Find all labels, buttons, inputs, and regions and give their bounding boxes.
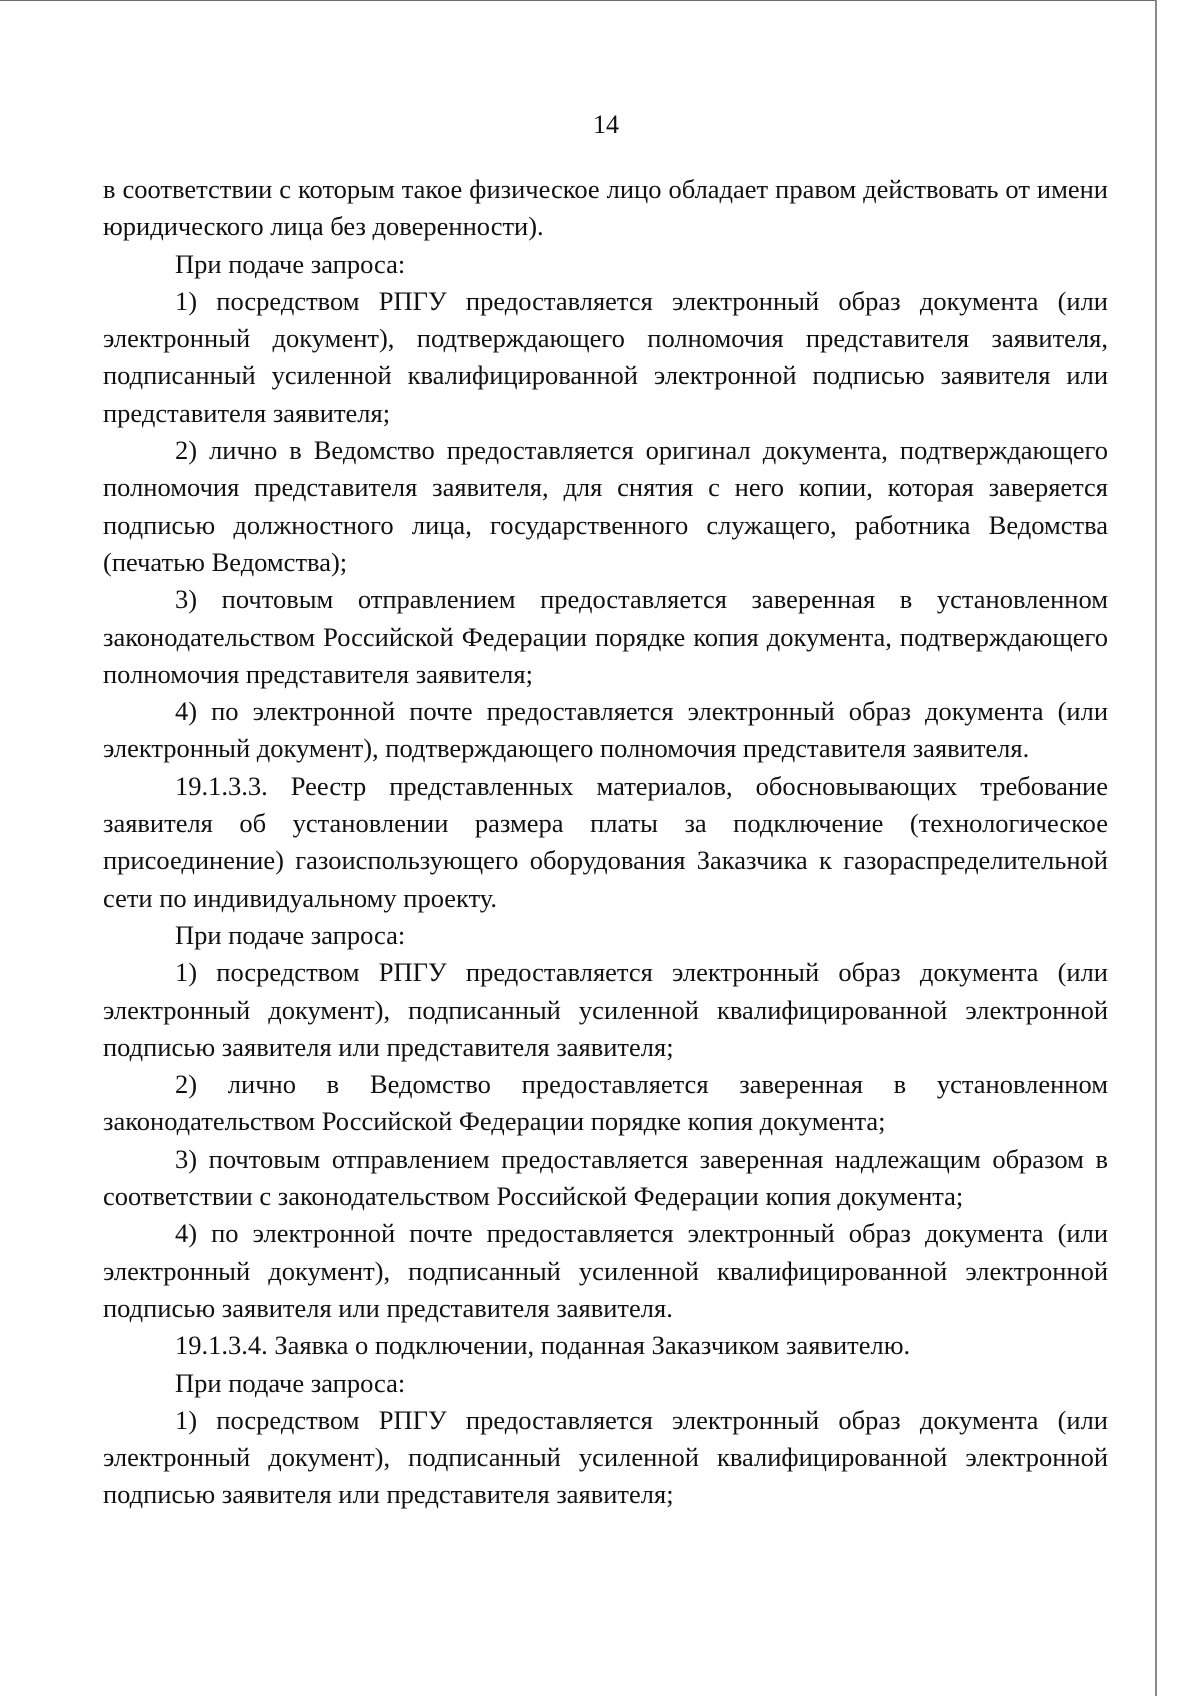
paragraph-list-item: 3) почтовым отправлением предоставляется заверенная в установленном законодательством Российской Федерации порядке копия документа, подтверждающего полномочия представителя заявителя;: [103, 584, 1108, 689]
paragraph-section-19-1-3-4: 19.1.3.4. Заявка о подключении, поданная Заказчиком заявителю.: [175, 1330, 911, 1361]
paragraph-list-item: 3) почтовым отправлением предоставляется заверенная надлежащим образом в соответствии с законодательством Российской Федерации копия документа;: [103, 1143, 1108, 1212]
paragraph-section-19-1-3-3: 19.1.3.3. Реестр представленных материалов, обосновывающих требование заявителя об установлении размера платы за подключение (технологическое присоединение) газоиспользующего оборудования Заказчика к газораспределительной сети по индивидуальному проекту.: [103, 770, 1108, 913]
scan-edge-top: [0, 0, 1156, 1]
paragraph-request-heading: При подаче запроса:: [175, 919, 406, 950]
page-number: 14: [593, 110, 619, 139]
paragraph-list-item: 4) по электронной почте предоставляется электронный образ документа (или электронный документ), подписанный усиленной квалифицированной электронной подписью заявителя или представителя заявителя.: [103, 1218, 1108, 1323]
paragraph-list-item: 4) по электронной почте предоставляется электронный образ документа (или электронный документ), подтверждающего полномочия представителя заявителя.: [103, 696, 1108, 764]
paragraph-list-item: 2) лично в Ведомство предоставляется заверенная в установленном законодательством Российской Федерации порядке копия документа;: [103, 1069, 1108, 1137]
paragraph-request-heading: При подаче запроса:: [175, 1367, 406, 1398]
paragraph-list-item: 2) лично в Ведомство предоставляется оригинал документа, подтверждающего полномочия представителя заявителя, для снятия с него копии, которая заверяется подписью должностного лица, государственного служащего, работника Ведомства (печатью Ведомства);: [103, 435, 1108, 577]
paragraph-continuation: в соответствии с которым такое физическое лицо обладает правом действовать от имени юридического лица без доверенности).: [103, 174, 1108, 242]
document-body: [103, 171, 1108, 1514]
paragraph-list-item: 1) посредством РПГУ предоставляется электронный образ документа (или электронный документ), подписанный усиленной квалифицированной электронной подписью заявителя или представителя заявителя;: [103, 957, 1108, 1062]
paragraph-list-item: 1) посредством РПГУ предоставляется электронный образ документа (или электронный документ), подписанный усиленной квалифицированной электронной подписью заявителя или представителя заявителя;: [103, 1404, 1108, 1510]
paragraph-request-heading: При подаче запроса:: [175, 248, 406, 279]
paragraph-list-item: 1) посредством РПГУ предоставляется электронный образ документа (или электронный документ), подтверждающего полномочия представителя заявителя, подписанный усиленной квалифицированной электронной подписью заявителя или представителя заявителя;: [103, 285, 1108, 428]
scan-edge-right: [1155, 0, 1157, 1696]
